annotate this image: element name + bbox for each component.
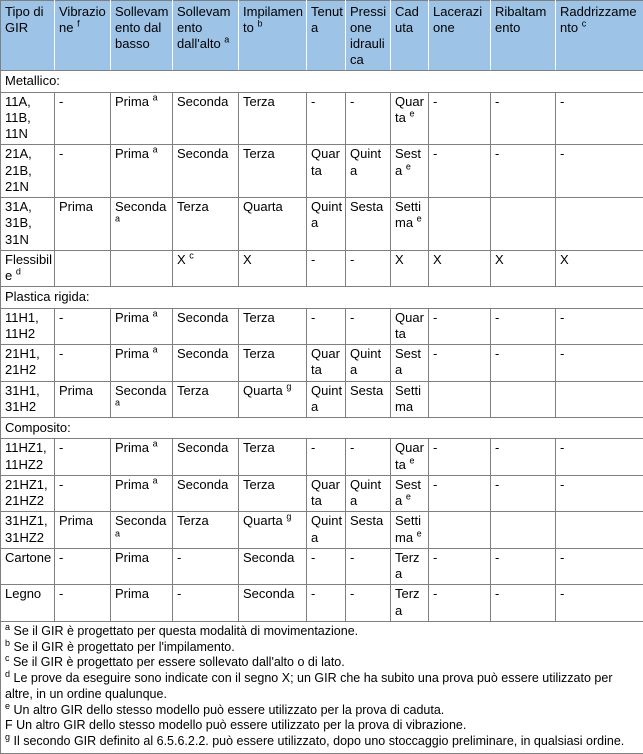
column-header: Raddrizzamento $^c$ (556, 1, 643, 71)
table-cell: Quinta (307, 198, 346, 251)
header-row (1, 1, 643, 71)
table-cell: Seconda $^a$ (111, 512, 173, 549)
table-cell: 11A, 11B, 11N (1, 92, 55, 145)
table-cell: Seconda (173, 475, 239, 512)
table-cell (556, 198, 643, 251)
table-cell: Prima $^a$ (111, 308, 173, 345)
table-cell: Terza (391, 548, 429, 585)
table-cell: Seconda (239, 548, 307, 585)
section-row (1, 418, 643, 439)
table-cell: Seconda (173, 308, 239, 345)
table-cell: - (491, 475, 556, 512)
table-cell: 31A, 31B, 31N (1, 198, 55, 251)
table-cell (429, 198, 491, 251)
table-cell: Seconda $^a$ (111, 198, 173, 251)
table-cell: - (491, 345, 556, 382)
column-header: Tipo di GIR (1, 1, 55, 71)
footnote: $^b$ Se il GIR è progettato per l'impilamento. (5, 640, 639, 656)
table-cell: Quarta (239, 198, 307, 251)
table-cell: - (346, 548, 391, 585)
table-cell: - (55, 548, 111, 585)
table-cell: 21H1, 21H2 (1, 345, 55, 382)
footnotes-row (1, 621, 643, 753)
table-cell: Prima (111, 585, 173, 622)
table-cell: Flessibile $^d$ (1, 250, 55, 287)
table-cell (556, 381, 643, 418)
section-row (1, 287, 643, 308)
table-cell: - (556, 92, 643, 145)
section-label: Composito: (1, 418, 643, 439)
table-cell: X $^c$ (173, 250, 239, 287)
table-cell: 11H1, 11H2 (1, 308, 55, 345)
table-cell: Prima $^a$ (111, 145, 173, 198)
table-cell: - (307, 585, 346, 622)
table-cell: - (556, 585, 643, 622)
table-cell: Prima $^a$ (111, 475, 173, 512)
table-cell: - (429, 585, 491, 622)
table-cell: Seconda $^a$ (111, 381, 173, 418)
table-cell: Quarta (307, 475, 346, 512)
table-cell: Prima (55, 381, 111, 418)
table-cell: - (307, 92, 346, 145)
table-cell: Prima $^a$ (111, 92, 173, 145)
footnote: F Un altro GIR dello stesso modello può essere utilizzato per la prova di vibrazione. (5, 718, 639, 734)
table-cell: Terza (173, 381, 239, 418)
section-label: Metallico: (1, 71, 643, 92)
table-row (1, 308, 643, 345)
table-cell: Seconda (173, 439, 239, 476)
table-cell: Terza (239, 92, 307, 145)
table-cell: 31H1, 31H2 (1, 381, 55, 418)
table-cell: - (346, 92, 391, 145)
table-cell: - (346, 585, 391, 622)
table-cell: Sesta (346, 381, 391, 418)
table-cell: Terza (391, 585, 429, 622)
table-row (1, 198, 643, 251)
table-cell: X (429, 250, 491, 287)
table-cell: - (556, 345, 643, 382)
table-cell: Prima (111, 548, 173, 585)
column-header: Tenuta (307, 1, 346, 71)
table-cell: Terza (239, 145, 307, 198)
section-label: Plastica rigida: (1, 287, 643, 308)
table-body (1, 71, 643, 622)
table-cell (491, 198, 556, 251)
footnote: $^g$ Il secondo GIR definito al 6.5.6.2.2. può essere utilizzato, dopo uno stoccaggio preliminare, in qualsiasi ordine. (5, 734, 639, 750)
table-cell: Seconda (173, 345, 239, 382)
table-cell: X (556, 250, 643, 287)
column-header: Caduta (391, 1, 429, 71)
table-footer (1, 621, 643, 753)
footnote: $^a$ Se il GIR è progettato per questa modalità di movimentazione. (5, 624, 639, 640)
table-cell: Prima $^a$ (111, 439, 173, 476)
section-row (1, 71, 643, 92)
table-row (1, 439, 643, 476)
footnote-marker: b (5, 638, 10, 648)
table-cell: Quinta (307, 381, 346, 418)
table-cell: Prima $^a$ (111, 345, 173, 382)
footnote: $^e$ Un altro GIR dello stesso modello può essere utilizzato per la prova di caduta. (5, 703, 639, 719)
table-cell: - (55, 92, 111, 145)
table-cell (429, 512, 491, 549)
footnote-marker: c (5, 653, 10, 663)
table-cell: Sesta (346, 512, 391, 549)
footnote-marker: e (5, 701, 10, 711)
table-cell (491, 512, 556, 549)
table-cell: - (429, 92, 491, 145)
table-cell: - (346, 439, 391, 476)
table-cell: Seconda (239, 585, 307, 622)
table-cell: - (491, 92, 556, 145)
table-cell: - (173, 548, 239, 585)
table-cell: Quarta $^g$ (239, 512, 307, 549)
table-cell: Quinta (346, 345, 391, 382)
table-row (1, 145, 643, 198)
table-cell: Settima $^e$ (391, 512, 429, 549)
table-cell: Quinta (346, 475, 391, 512)
table-cell: Sesta $^e$ (391, 145, 429, 198)
table-cell: - (346, 250, 391, 287)
table-cell: - (429, 439, 491, 476)
table-cell: Quarta $^e$ (391, 439, 429, 476)
footnote-marker: g (5, 732, 10, 742)
table-cell: Terza (239, 345, 307, 382)
table-cell: - (429, 145, 491, 198)
table-cell: 11HZ1, 11HZ2 (1, 439, 55, 476)
table-cell: - (55, 308, 111, 345)
table-cell: - (491, 308, 556, 345)
footnote-marker: F (5, 718, 13, 732)
table-cell: - (556, 145, 643, 198)
table-cell: - (429, 308, 491, 345)
table-cell (55, 250, 111, 287)
table-cell: - (491, 145, 556, 198)
table-cell: Cartone (1, 548, 55, 585)
table-cell: Quinta (346, 145, 391, 198)
table-cell (111, 250, 173, 287)
table-cell: - (556, 475, 643, 512)
table-row (1, 548, 643, 585)
footnotes-block (1, 621, 643, 753)
column-header: Pressione idraulica (346, 1, 391, 71)
column-header: Sollevamento dal basso (111, 1, 173, 71)
table-row (1, 92, 643, 145)
table-cell: Terza (239, 439, 307, 476)
table-cell: - (491, 585, 556, 622)
table-cell: - (556, 308, 643, 345)
table-cell: Quinta (307, 512, 346, 549)
table-row (1, 585, 643, 622)
table-cell: Sesta (391, 345, 429, 382)
table-cell: X (239, 250, 307, 287)
table-header (1, 1, 643, 71)
table-cell: Prima (55, 198, 111, 251)
table-cell: - (307, 250, 346, 287)
table-cell: - (491, 548, 556, 585)
table-cell: Sesta $^e$ (391, 475, 429, 512)
table-cell: Settima $^e$ (391, 198, 429, 251)
table-cell: Quarta $^e$ (391, 92, 429, 145)
table-cell: - (429, 548, 491, 585)
table-cell: - (55, 345, 111, 382)
table-cell: - (55, 439, 111, 476)
footnote: $^d$ Le prove da eseguire sono indicate con il segno X; un GIR che ha subito una prova può essere utilizzato per altre, in un ordine qualunque. (5, 671, 639, 703)
table-cell: Quarta $^g$ (239, 381, 307, 418)
table-cell: - (346, 308, 391, 345)
table-cell: - (429, 345, 491, 382)
table-cell: X (491, 250, 556, 287)
table-cell: - (55, 585, 111, 622)
table-cell: Quarta (391, 308, 429, 345)
footnote-marker: d (5, 669, 10, 679)
column-header: Sollevamento dall'alto $^a$ (173, 1, 239, 71)
table-cell: Terza (173, 512, 239, 549)
column-header: Vibrazione $^f$ (55, 1, 111, 71)
table-cell: 31HZ1, 31HZ2 (1, 512, 55, 549)
table-cell: - (173, 585, 239, 622)
table-cell: - (307, 439, 346, 476)
table-cell (429, 381, 491, 418)
table-cell: Quarta (307, 145, 346, 198)
table-cell: 21HZ1, 21HZ2 (1, 475, 55, 512)
table-cell: Settima (391, 381, 429, 418)
table-cell: - (307, 308, 346, 345)
table-row (1, 250, 643, 287)
table-cell: Terza (239, 475, 307, 512)
table-cell: - (556, 548, 643, 585)
table-cell: Quarta (307, 345, 346, 382)
table-cell (491, 381, 556, 418)
table-row (1, 345, 643, 382)
table-row (1, 381, 643, 418)
table-cell: Seconda (173, 92, 239, 145)
table-cell: 21A, 21B, 21N (1, 145, 55, 198)
table-cell: Prima (55, 512, 111, 549)
table-cell: - (556, 439, 643, 476)
column-header: Lacerazione (429, 1, 491, 71)
table-cell (556, 512, 643, 549)
column-header: Impilamento $^b$ (239, 1, 307, 71)
table-cell: - (429, 475, 491, 512)
table-row (1, 512, 643, 549)
table-cell: - (307, 548, 346, 585)
footnote-marker: a (5, 622, 10, 632)
table-cell: X (391, 250, 429, 287)
table-cell: - (55, 145, 111, 198)
column-header: Ribaltamento (491, 1, 556, 71)
table-cell: Seconda (173, 145, 239, 198)
table-cell: Terza (239, 308, 307, 345)
table-cell: - (491, 439, 556, 476)
table-cell: Sesta (346, 198, 391, 251)
table-cell: Terza (173, 198, 239, 251)
table-row (1, 475, 643, 512)
table-cell: Legno (1, 585, 55, 622)
table-cell: - (55, 475, 111, 512)
footnote: $^c$ Se il GIR è progettato per essere sollevato dall'alto o di lato. (5, 655, 639, 671)
